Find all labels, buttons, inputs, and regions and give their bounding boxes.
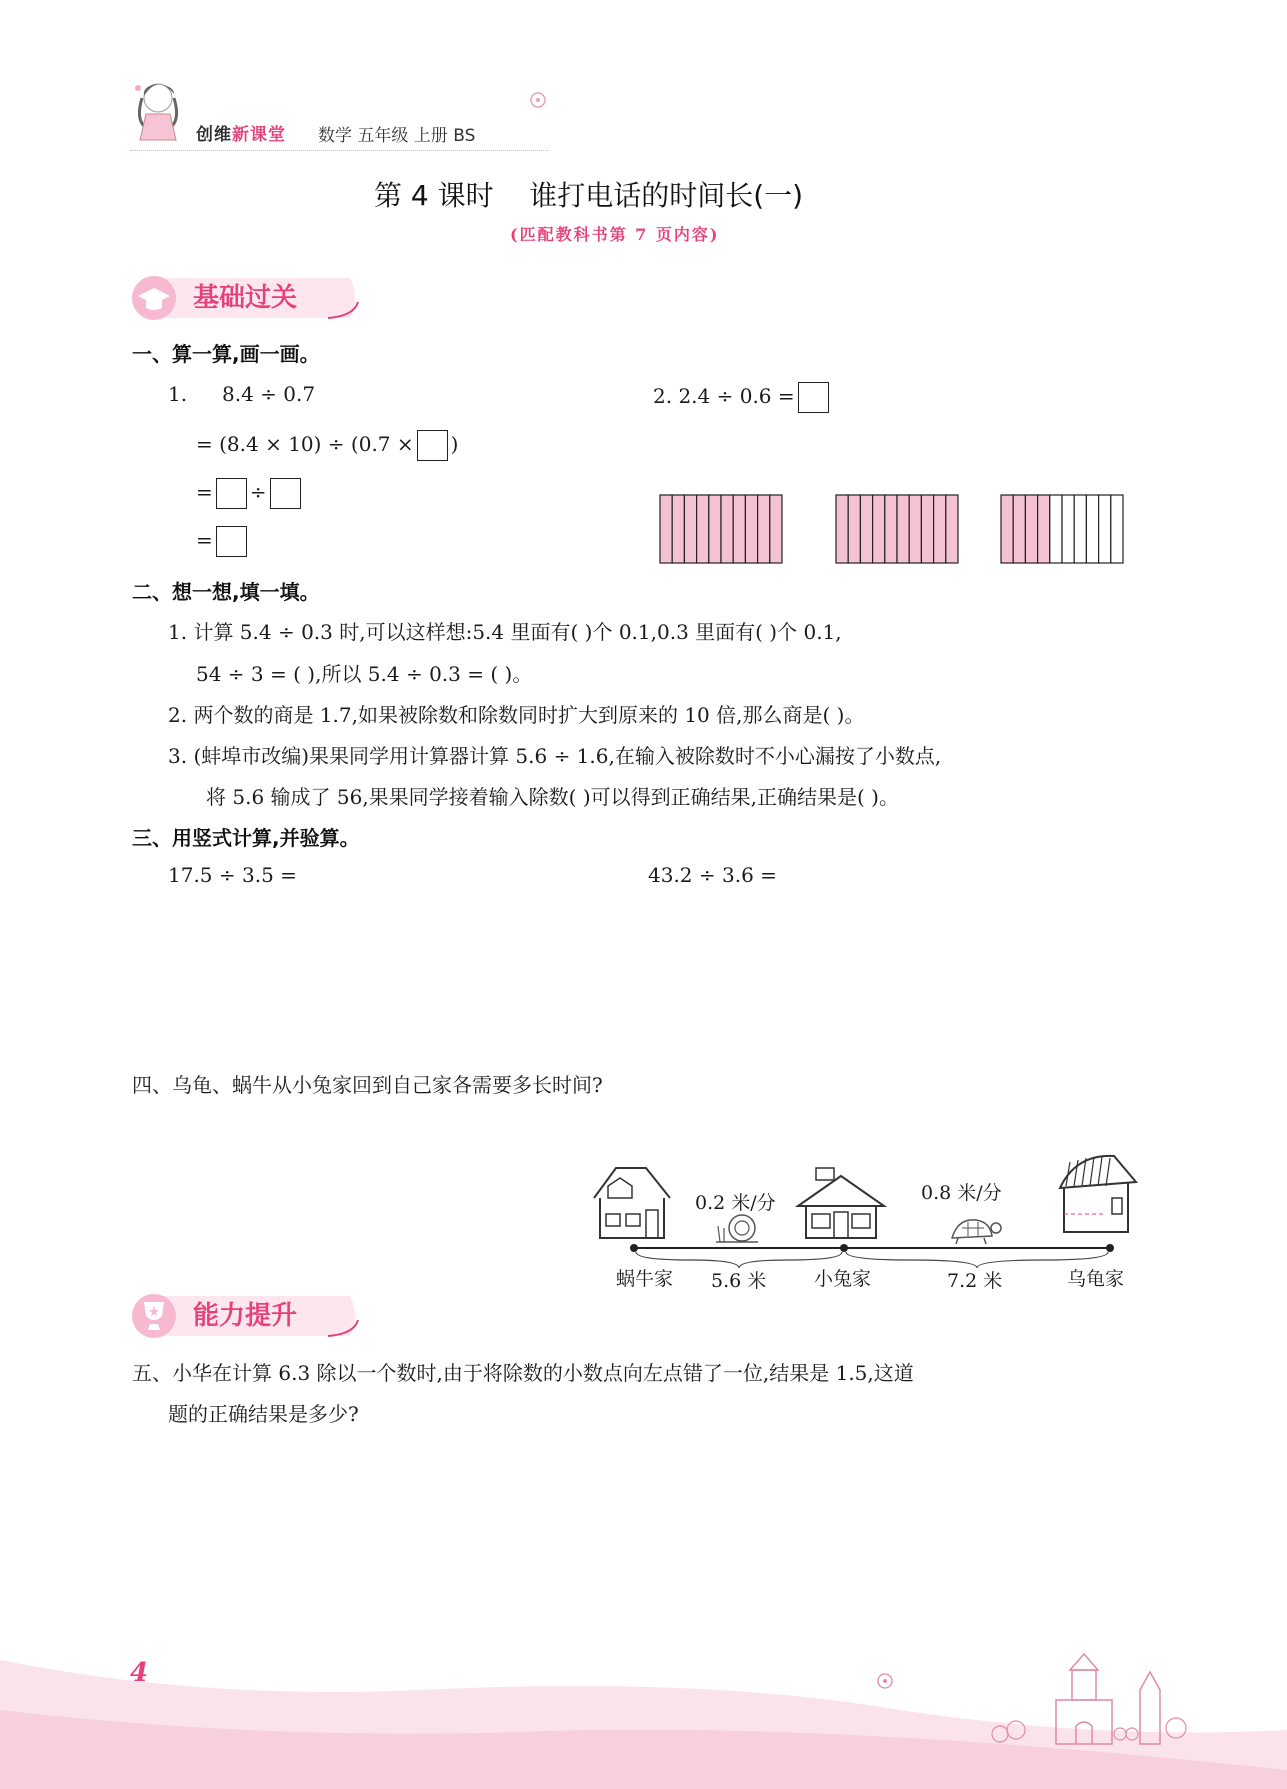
q1-step1 xyxy=(196,430,458,461)
grid-cell-empty xyxy=(1086,495,1098,563)
grid-cell-shaded xyxy=(684,495,696,563)
q1-p1-label: 1. xyxy=(168,382,188,406)
lesson-subtitle: (匹配教科书第 7 页内容) xyxy=(510,225,720,244)
grid-cell-empty xyxy=(1074,495,1086,563)
rabbit-house-icon xyxy=(794,1166,888,1242)
answer-box[interactable] xyxy=(417,430,448,461)
header-book-info: 数学 五年级 上册 BS xyxy=(318,126,476,146)
q1-step1-text: = (8.4 × 10) ÷ (0.7 × xyxy=(196,432,414,456)
q1-heading: 一、算一算,画一画。 xyxy=(132,342,320,366)
q3-problem-b: 43.2 ÷ 3.6 = xyxy=(648,863,777,887)
answer-box[interactable] xyxy=(216,478,247,509)
q2-line-1: 1. 计算 5.4 ÷ 0.3 时,可以这样想:5.4 里面有( )个 0.1,0.3 里面有( )个 0.1, xyxy=(168,620,842,644)
q2-line-4: 3. (蚌埠市改编)果果同学用计算器计算 5.6 ÷ 1.6,在输入被除数时不小心漏按了小数点, xyxy=(168,744,942,768)
q3-heading: 三、用竖式计算,并验算。 xyxy=(132,826,360,850)
grid-cell-shaded xyxy=(1001,495,1013,563)
equals-sign: = xyxy=(196,528,213,552)
grid-cell-shaded xyxy=(934,495,946,563)
q2-line-5: 将 5.6 输成了 56,果果同学接着输入除数( )可以得到正确结果,正确结果是( )。 xyxy=(206,785,899,809)
grid-cell-shaded xyxy=(1025,495,1037,563)
grid-cell-shaded xyxy=(836,495,848,563)
turtle-home-label: 乌龟家 xyxy=(1067,1268,1125,1290)
tenths-grid xyxy=(658,493,784,565)
brand-part-1: 创维 xyxy=(196,125,232,145)
grid-cell-shaded xyxy=(709,495,721,563)
q1-p2-expression: 2. 2.4 ÷ 0.6 = xyxy=(653,384,795,408)
footer-flower-icon xyxy=(872,1670,898,1692)
snail-home-label: 蜗牛家 xyxy=(616,1268,674,1290)
lesson-title: 第 4 课时 谁打电话的时间长(一) xyxy=(374,179,804,212)
header-divider xyxy=(130,150,548,151)
grid-cell-shaded xyxy=(946,495,958,563)
grid-cell-shaded xyxy=(770,495,782,563)
equals-sign: = xyxy=(196,480,213,504)
grid-cell-shaded xyxy=(1038,495,1050,563)
grid-cell-shaded xyxy=(885,495,897,563)
answer-box[interactable] xyxy=(270,478,301,509)
distance-1-label: 5.6 米 xyxy=(711,1270,767,1292)
grid-cell-empty xyxy=(1062,495,1074,563)
q1-p1-expression: 8.4 ÷ 0.7 xyxy=(222,382,316,406)
q1-step2 xyxy=(196,478,304,509)
section-title-basic: 基础过关 xyxy=(193,283,298,313)
page-number: 4 xyxy=(130,1658,149,1688)
grid-cell-shaded xyxy=(660,495,672,563)
q3-problem-a: 17.5 ÷ 3.5 = xyxy=(168,863,297,887)
rabbit-home-label: 小兔家 xyxy=(814,1268,872,1290)
grid-cell-shaded xyxy=(745,495,757,563)
answer-box[interactable] xyxy=(216,526,247,557)
q2-line-2: 54 ÷ 3 = ( ),所以 5.4 ÷ 0.3 = ( )。 xyxy=(196,662,533,686)
distance-2-label: 7.2 米 xyxy=(947,1270,1003,1292)
grid-cell-shaded xyxy=(897,495,909,563)
grid-cell-shaded xyxy=(873,495,885,563)
q1-step1-close: ) xyxy=(450,432,459,456)
header-flower-icon xyxy=(528,90,548,110)
brand-part-2: 新课堂 xyxy=(232,125,286,145)
grid-cell-empty xyxy=(1111,495,1123,563)
grid-cell-empty xyxy=(1050,495,1062,563)
footer-castle-illustration xyxy=(960,1650,1190,1760)
q1-p2 xyxy=(653,382,832,413)
grid-cell-shaded xyxy=(909,495,921,563)
tenths-grid xyxy=(834,493,960,565)
snail-house-icon xyxy=(590,1164,676,1242)
turtle-speed-label: 0.8 米/分 xyxy=(921,1182,1002,1204)
grid-cell-shaded xyxy=(733,495,745,563)
tenths-grid xyxy=(999,493,1125,565)
q5-line-2: 题的正确结果是多少? xyxy=(168,1402,359,1426)
grid-cell-shaded xyxy=(672,495,684,563)
divide-sign: ÷ xyxy=(249,480,267,504)
q2-heading: 二、想一想,填一填。 xyxy=(132,580,320,604)
turtle-house-icon xyxy=(1056,1152,1140,1236)
grid-cell-shaded xyxy=(921,495,933,563)
grid-cell-shaded xyxy=(758,495,770,563)
header-brand xyxy=(196,120,286,145)
grid-cell-empty xyxy=(1099,495,1111,563)
grid-cell-shaded xyxy=(1013,495,1025,563)
grid-cell-shaded xyxy=(697,495,709,563)
header-girl-illustration xyxy=(128,78,186,150)
q5-line-1: 五、小华在计算 6.3 除以一个数时,由于将除数的小数点向左点错了一位,结果是 1.5,这道 xyxy=(132,1361,914,1385)
section-title-ability: 能力提升 xyxy=(193,1301,298,1331)
grid-cell-shaded xyxy=(848,495,860,563)
answer-box[interactable] xyxy=(798,382,829,413)
snail-speed-label: 0.2 米/分 xyxy=(695,1192,776,1214)
grid-cell-shaded xyxy=(860,495,872,563)
q2-line-3: 2. 两个数的商是 1.7,如果被除数和除数同时扩大到原来的 10 倍,那么商是( )。 xyxy=(168,703,865,727)
q1-step3 xyxy=(196,526,250,557)
grid-cell-shaded xyxy=(721,495,733,563)
q4-heading: 四、乌龟、蜗牛从小兔家回到自己家各需要多长时间? xyxy=(132,1073,603,1097)
